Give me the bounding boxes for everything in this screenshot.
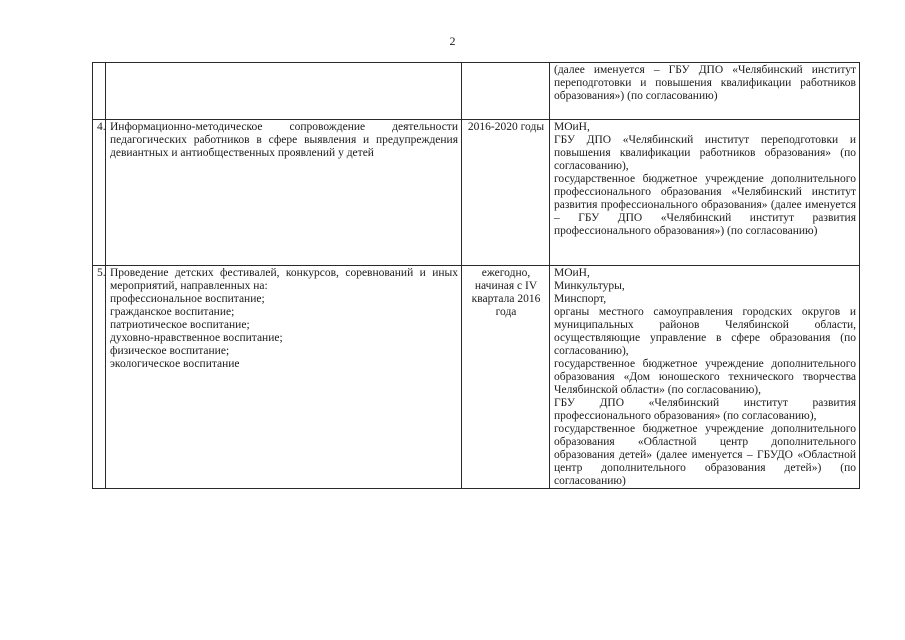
responsible-cell	[550, 266, 860, 489]
responsible-cell	[550, 120, 860, 266]
term-cell	[462, 63, 550, 120]
table-row	[93, 266, 860, 489]
term-cell: ежегодно, начиная с IV квартала 2016 года	[462, 266, 550, 489]
event-cell	[106, 266, 462, 489]
responsible-entry: государственное бюджетное учреждение дополнительного образования «Областной центр дополнительного образования детей» (далее именуется – ГБУДО «Областной центр дополнительного образования детей») (по согласованию)	[554, 423, 856, 487]
page-number: 2	[449, 34, 456, 48]
responsible-entry: ГБУ ДПО «Челябинский институт развития профессионального образования» (по согласованию),	[554, 397, 856, 422]
event-text: патриотическое воспитание;	[110, 319, 250, 331]
responsible-entry: ГБУ ДПО «Челябинский институт переподготовки и повышения квалификации работников образования» (по согласованию),	[554, 134, 856, 172]
responsible-entry: Минкультуры,	[554, 280, 625, 292]
term-cell: 2016-2020 годы	[462, 120, 550, 266]
responsible-entry: Минспорт,	[554, 293, 607, 305]
responsible-cell	[550, 63, 860, 120]
table-row	[93, 120, 860, 266]
event-text: Информационно-методическое сопровождение деятельности педагогических работников в сфере выявления и предупреждения девиантных и антиобщественных проявлений у детей	[110, 121, 458, 159]
responsible-entry: (далее именуется – ГБУ ДПО «Челябинский институт переподготовки и повышения квалификации работников образования») (по согласованию)	[554, 64, 856, 102]
event-text: гражданское воспитание;	[110, 306, 235, 318]
row-number-cell: 4.	[93, 120, 106, 266]
table-row	[93, 63, 860, 120]
event-text: физическое воспитание;	[110, 345, 230, 357]
event-cell	[106, 63, 462, 120]
row-number-cell: 5.	[93, 266, 106, 489]
row-number-cell	[93, 63, 106, 120]
responsible-entry: органы местного самоуправления городских округов и муниципальных районов Челябинской области, осуществляющие управление в сфере образования (по согласованию),	[554, 306, 856, 357]
responsible-entry: МОиН,	[554, 267, 590, 279]
event-text: экологическое воспитание	[110, 358, 240, 370]
responsible-entry: МОиН,	[554, 121, 590, 133]
responsible-entry: государственное бюджетное учреждение дополнительного профессионального образования «Челябинский институт развития профессионального образования» (далее именуется – ГБУ ДПО «Челябинский институт развития профессионального образования») (по согласованию)	[554, 173, 856, 237]
event-text: духовно-нравственное воспитание;	[110, 332, 283, 344]
event-text: профессиональное воспитание;	[110, 293, 265, 305]
event-text: Проведение детских фестивалей, конкурсов, соревнований и иных мероприятий, направленных на:	[110, 267, 458, 292]
event-cell	[106, 120, 462, 266]
measures-table	[92, 62, 860, 489]
responsible-entry: государственное бюджетное учреждение дополнительного образования «Дом юношеского технического творчества Челябинской области» (по согласованию),	[554, 358, 856, 396]
